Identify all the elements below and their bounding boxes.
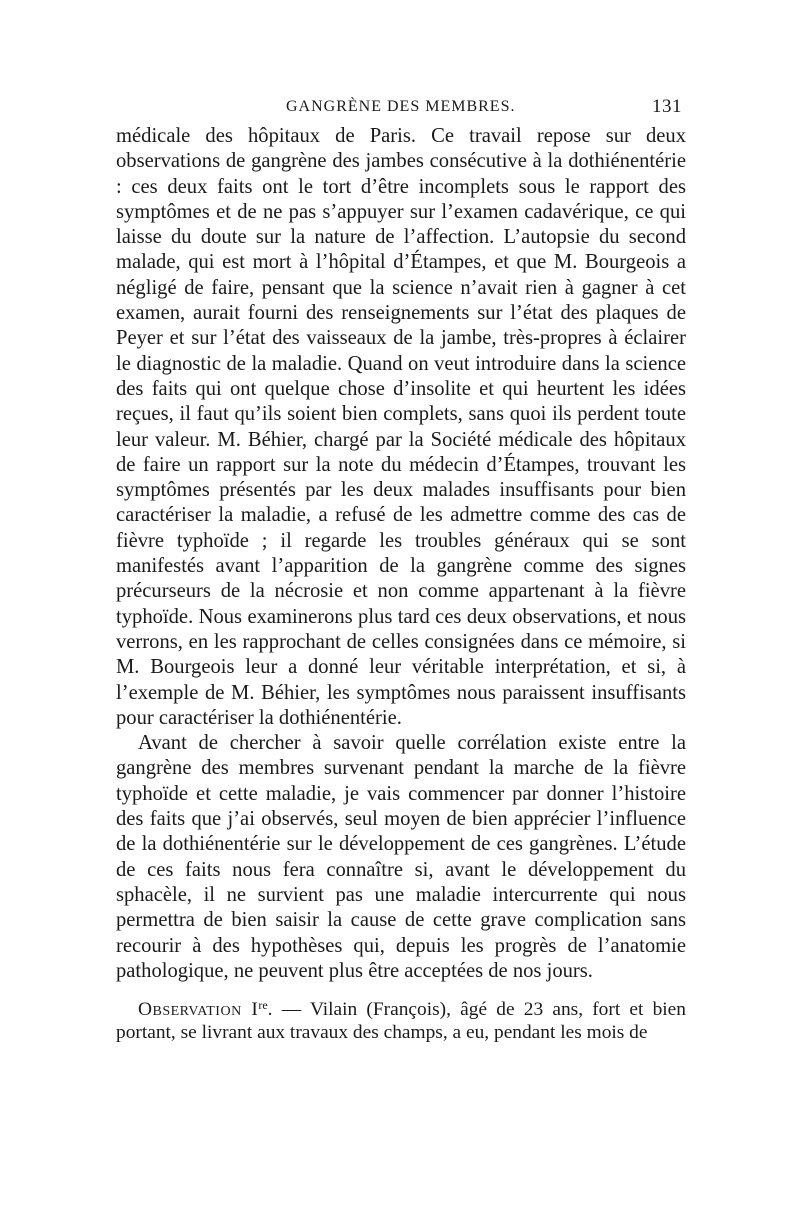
running-title: GANGRÈNE DES MEMBRES. [286,98,516,115]
body-text [116,124,686,984]
page-number: 131 [652,96,682,117]
observation-label-superscript: re [258,998,268,1013]
paragraph: Avant de chercher à savoir quelle corrélation existe entre la gangrène des membres survenant pendant la marche de la fièvre typhoïde et cette maladie, je vais commencer par donner l’histoire des faits que j’ai observés, seul moyen de bien apprécier l’influence de la dothiénentérie sur le développement de ces gangrènes. L’étude de ces faits nous fera connaître si, avant le développement du sphacèle, il ne survient pas une maladie intercurrente qui nous permettra de bien saisir la cause de cette grave complication sans recourir à des hypothèses qui, depuis les progrès de l’anatomie pathologique, ne peuvent plus être acceptées de nos jours. [116,732,686,982]
page-header [116,92,686,124]
book-page [116,92,686,1063]
paragraph: médicale des hôpitaux de Paris. Ce travail repose sur deux observations de gangrène des jambes consécutive à la dothiénentérie : ces deux faits ont le tort d’être incomplets sous le rapport des symptômes et de ne pas s’appuyer sur l’examen cadavérique, ce qui laisse du doute sur la nature de l’affection. L’autopsie du second malade, qui est mort à l’hôpital d’Étampes, et que M. Bourgeois a négligé de faire, pensant que la science n’avait rien à gagner à cet examen, aurait fourni des renseignements sur l’état des plaques de Peyer et sur l’état des vaisseaux de la jambe, très-propres à éclairer le diagnostic de la maladie. Quand on veut introduire dans la science des faits qui ont quelque chose d’insolite et qui heurtent les idées reçues, il faut qu’ils soient bien complets, sans quoi ils perdent toute leur valeur. M. Béhier, chargé par la Société médicale des hôpitaux de faire un rapport sur la note du médecin d’Étampes, trouvant les symptômes présentés par les deux malades insuffisants pour bien caractériser la maladie, a refusé de les admettre comme des cas de fièvre typhoïde ; il regarde les troubles généraux qui se sont manifestés avant l’apparition de la gangrène comme des signes précurseurs de la nécrosie et non comme appartenant à la fièvre typhoïde. Nous examinerons plus tard ces deux observations, et nous verrons, en les rapprochant de celles consignées dans ce mémoire, si M. Bourgeois leur a donné leur véritable interprétation, et si, à l’exemple de M. Béhier, les symptômes nous paraissent insuffisants pour caractériser la dothiénentérie. [116,125,686,729]
observation-text: . — Vilain (François), âgé de 23 ans, fort et bien portant, se livrant aux travaux des champs, a eu, pendant les mois de [116,999,686,1044]
observation-paragraph [116,998,686,1044]
observation-label: Observation I [138,999,259,1021]
